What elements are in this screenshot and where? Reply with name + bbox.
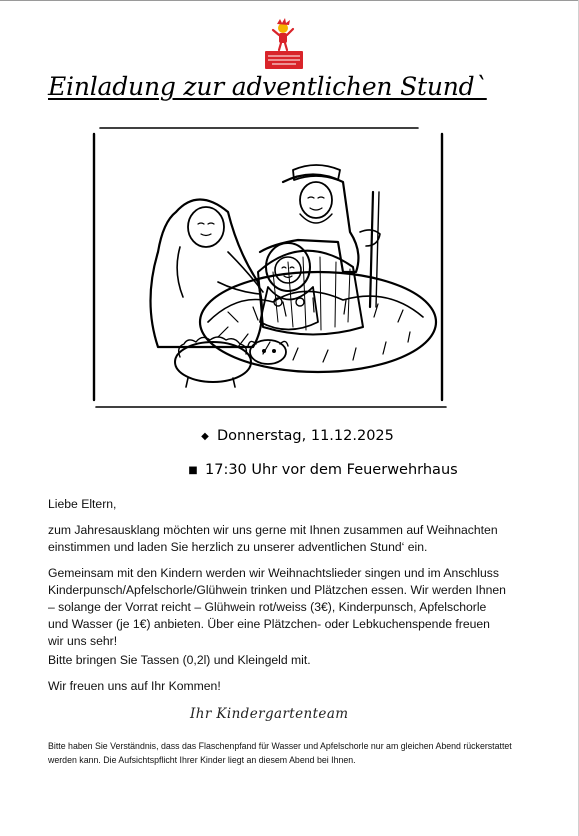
nativity-scene-icon (88, 122, 448, 412)
page-top-border (0, 0, 579, 1)
event-time-item (187, 462, 458, 478)
page-title: Einladung zur adventlichen Stund` (48, 72, 487, 101)
event-time-text: 17:30 Uhr vor dem Feuerwehrhaus (205, 462, 458, 478)
footnote: Bitte haben Sie Verständnis, dass das Flaschenpfand für Wasser und Apfelschorle nur am gleichen Abend rückerstattet werden kann. Die Aufsichtspflicht Ihrer Kinder liegt an diesem Abend bei Ihnen. (48, 741, 512, 765)
square-bullet-icon: ■ (188, 464, 198, 476)
intro-paragraph: zum Jahresausklang möchten wir uns gerne mit Ihnen zusammen auf Weihnachten einstimmen und laden Sie herzlich zu unserer adventlichen Stund‘ ein. (48, 523, 498, 554)
event-date-text: Donnerstag, 11.12.2025 (217, 428, 394, 444)
greeting: Liebe Eltern, (48, 497, 117, 511)
signature: Ihr Kindergartenteam (190, 706, 349, 722)
closing-paragraph: Wir freuen uns auf Ihr Kommen! (48, 679, 221, 693)
event-date-item (199, 428, 394, 444)
bring-items-paragraph: Bitte bringen Sie Tassen (0,2l) und Kleingeld mit. (48, 653, 311, 667)
kindergarten-logo-icon (262, 14, 306, 72)
diamond-bullet-icon: ◆ (201, 430, 209, 442)
details-paragraph: Gemeinsam mit den Kindern werden wir Weihnachtslieder singen und im Anschluss Kinderpunsch/Apfelschorle/Glühwein trinken und Plätzchen essen. Wir werden Ihnen – solange der Vorrat reicht – Glühwein rot/weiss (3€), Kinderpunsch, Apfelschorle und Wasser (je 1€) anbieten. Über eine Plätzchen- oder Lebkuchenspende freuen wir uns sehr! (48, 566, 506, 648)
